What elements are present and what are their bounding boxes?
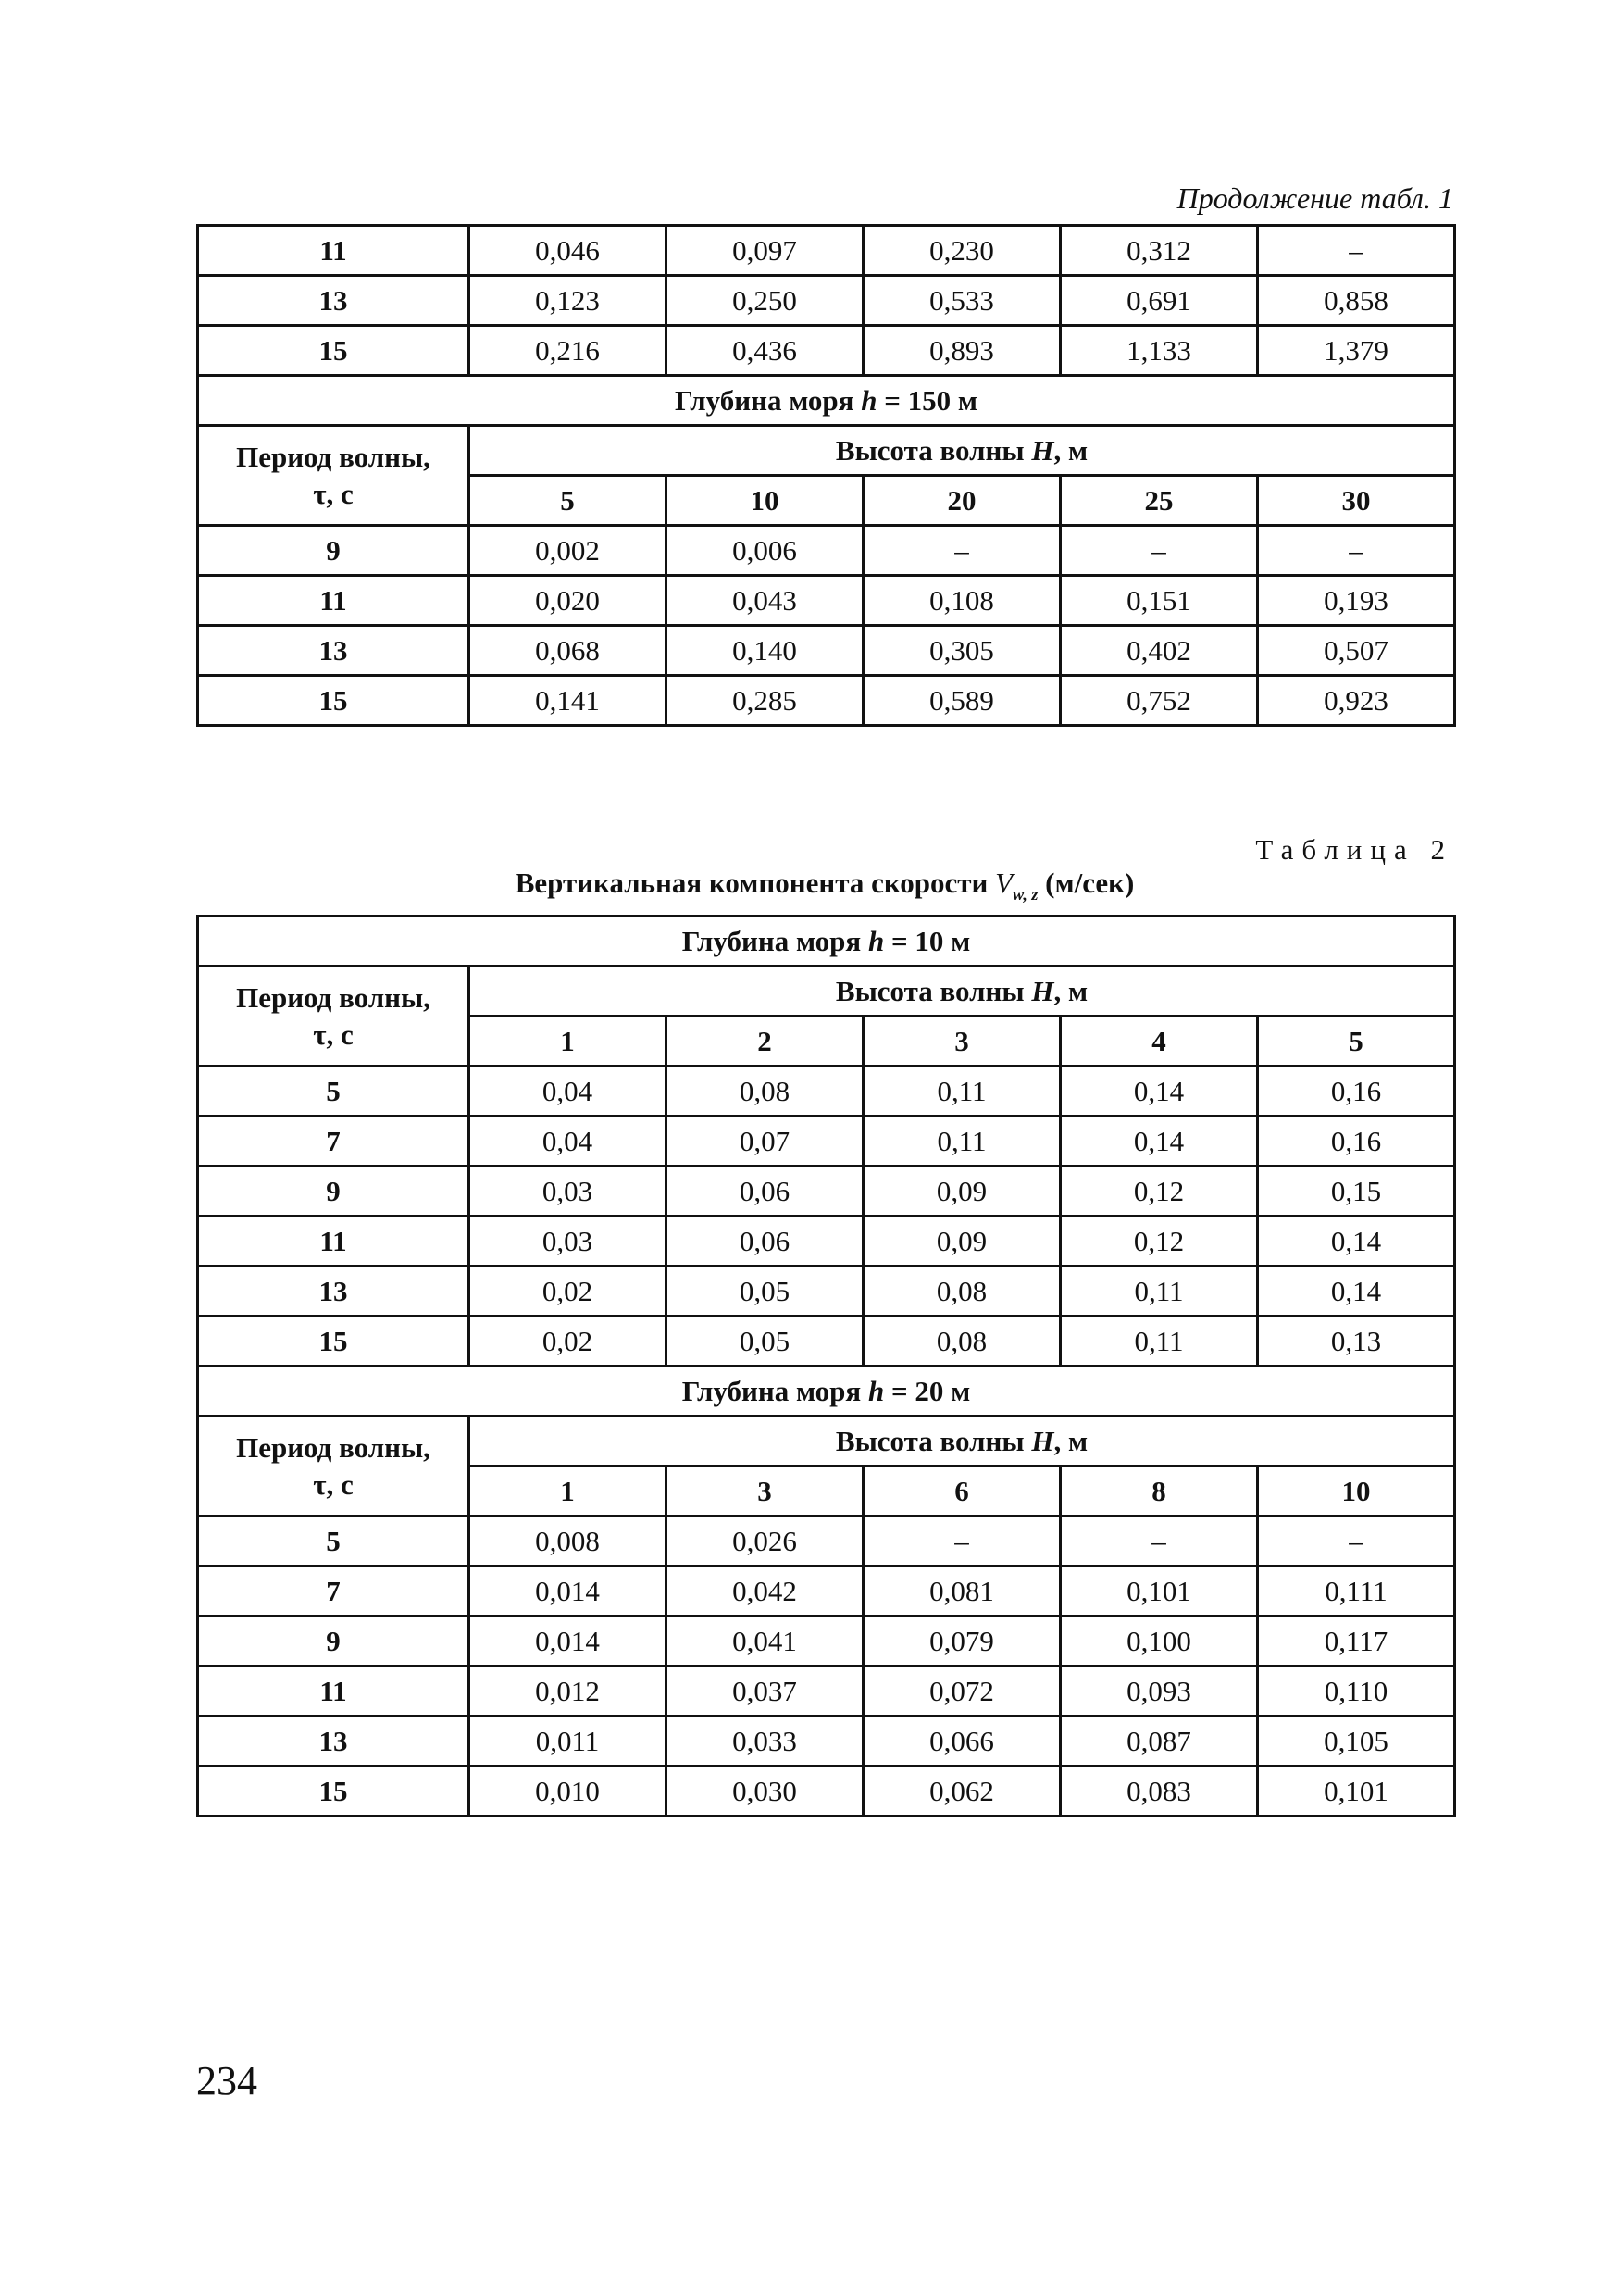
value-cell: 1,379 [1258, 326, 1455, 376]
table-1-body [198, 226, 1455, 726]
period-cell: 13 [198, 1267, 469, 1316]
value-cell: 0,691 [1061, 276, 1258, 326]
period-cell: 5 [198, 1516, 469, 1566]
value-cell: 0,285 [666, 676, 864, 726]
table-row [198, 1616, 1455, 1666]
value-cell: 0,06 [666, 1217, 864, 1267]
wave-height-suffix: , м [1053, 974, 1089, 1007]
value-cell: 0,07 [666, 1117, 864, 1167]
value-cell: 0,072 [864, 1666, 1061, 1716]
wave-height-cell: 10 [666, 476, 864, 526]
wave-height-header [469, 967, 1455, 1017]
value-cell: 0,079 [864, 1616, 1061, 1666]
value-cell: 0,11 [1061, 1267, 1258, 1316]
period-cell: 11 [198, 1666, 469, 1716]
value-cell: 0,893 [864, 326, 1061, 376]
value-cell: 0,068 [469, 626, 666, 676]
wave-height-header [469, 1416, 1455, 1466]
value-cell: 0,923 [1258, 676, 1455, 726]
value-cell: – [864, 526, 1061, 576]
value-cell: 0,16 [1258, 1117, 1455, 1167]
value-cell: 0,008 [469, 1516, 666, 1566]
period-header-line-1: Период волны, [236, 440, 430, 473]
period-cell: 11 [198, 226, 469, 276]
value-cell: 0,589 [864, 676, 1061, 726]
value-cell: – [1061, 1516, 1258, 1566]
value-cell: 0,006 [666, 526, 864, 576]
value-cell: 0,046 [469, 226, 666, 276]
wave-height-cell: 3 [666, 1466, 864, 1516]
period-cell: 15 [198, 1316, 469, 1366]
table-row [198, 1117, 1455, 1167]
value-cell: – [1258, 526, 1455, 576]
value-cell: 0,858 [1258, 276, 1455, 326]
period-cell: 13 [198, 626, 469, 676]
period-header [198, 426, 469, 526]
value-cell: 0,14 [1258, 1217, 1455, 1267]
value-cell: 0,043 [666, 576, 864, 626]
value-cell: 0,083 [1061, 1766, 1258, 1816]
wave-height-variable: H [1031, 1424, 1054, 1457]
wave-height-cell: 30 [1258, 476, 1455, 526]
column-header-row [198, 1416, 1455, 1466]
value-cell: 0,15 [1258, 1167, 1455, 1217]
value-cell: 0,117 [1258, 1616, 1455, 1666]
value-cell: 0,05 [666, 1267, 864, 1316]
value-cell: 0,312 [1061, 226, 1258, 276]
value-cell: 0,250 [666, 276, 864, 326]
period-header-line-1: Период волны, [236, 980, 430, 1014]
column-header-row [198, 426, 1455, 476]
value-cell: 0,08 [864, 1316, 1061, 1366]
value-cell: 0,062 [864, 1766, 1061, 1816]
wave-height-variable: H [1031, 433, 1054, 467]
period-header-line-2: τ, с [313, 1467, 354, 1501]
value-cell: 0,16 [1258, 1067, 1455, 1117]
depth-variable: h [867, 924, 885, 957]
value-cell: 0,09 [864, 1167, 1061, 1217]
table-row [198, 1516, 1455, 1566]
value-cell: 0,11 [1061, 1316, 1258, 1366]
period-cell: 9 [198, 1616, 469, 1666]
value-cell: 0,11 [864, 1067, 1061, 1117]
table-row [198, 1267, 1455, 1316]
table-row [198, 1716, 1455, 1766]
value-cell: 0,402 [1061, 626, 1258, 676]
value-cell: 0,014 [469, 1616, 666, 1666]
value-cell: 0,093 [1061, 1666, 1258, 1716]
value-cell: 0,081 [864, 1566, 1061, 1616]
table-2-title-suffix: (м/сек) [1038, 867, 1135, 899]
value-cell: 0,14 [1061, 1067, 1258, 1117]
table-row [198, 1766, 1455, 1816]
value-cell: 0,002 [469, 526, 666, 576]
depth-prefix: Глубина моря [681, 924, 868, 957]
value-cell: – [1258, 1516, 1455, 1566]
wave-height-cell: 20 [864, 476, 1061, 526]
value-cell: 0,06 [666, 1167, 864, 1217]
value-cell: 0,020 [469, 576, 666, 626]
period-header [198, 967, 469, 1067]
depth-header-row [198, 1366, 1455, 1416]
table-row [198, 1666, 1455, 1716]
table-row [198, 1566, 1455, 1616]
wave-height-cell: 1 [469, 1017, 666, 1067]
depth-prefix: Глубина моря [675, 383, 862, 417]
value-cell: 0,09 [864, 1217, 1061, 1267]
table-2-body [198, 917, 1455, 1816]
wave-height-suffix: , м [1053, 433, 1089, 467]
value-cell: 0,105 [1258, 1716, 1455, 1766]
value-cell: 0,101 [1061, 1566, 1258, 1616]
wave-height-suffix: , м [1053, 1424, 1089, 1457]
wave-height-variable: H [1031, 974, 1054, 1007]
table-row [198, 1167, 1455, 1217]
value-cell: 0,101 [1258, 1766, 1455, 1816]
value-cell: 0,14 [1258, 1267, 1455, 1316]
period-cell: 7 [198, 1566, 469, 1616]
value-cell: 0,097 [666, 226, 864, 276]
value-cell: 0,108 [864, 576, 1061, 626]
depth-header [198, 376, 1455, 426]
value-cell: 0,04 [469, 1067, 666, 1117]
value-cell: 0,02 [469, 1267, 666, 1316]
value-cell: 0,151 [1061, 576, 1258, 626]
value-cell: 0,100 [1061, 1616, 1258, 1666]
value-cell: 0,11 [864, 1117, 1061, 1167]
wave-height-cell: 4 [1061, 1017, 1258, 1067]
wave-height-cell: 3 [864, 1017, 1061, 1067]
value-cell: 0,752 [1061, 676, 1258, 726]
depth-value: = 10 м [884, 924, 971, 957]
continuation-label: Продолжение табл. 1 [1176, 181, 1453, 215]
wave-height-prefix: Высота волны [835, 433, 1032, 467]
table-2-title-subscript: w, z [1013, 885, 1039, 904]
column-header-row [198, 967, 1455, 1017]
period-header-line-2: τ, с [313, 477, 354, 510]
value-cell: 0,030 [666, 1766, 864, 1816]
value-cell: 0,13 [1258, 1316, 1455, 1366]
depth-header [198, 917, 1455, 967]
value-cell: 0,03 [469, 1167, 666, 1217]
period-cell: 15 [198, 1766, 469, 1816]
period-cell: 7 [198, 1117, 469, 1167]
table-2 [196, 915, 1456, 1817]
table-2-title-variable: V [995, 867, 1014, 899]
value-cell: 0,305 [864, 626, 1061, 676]
value-cell: 0,042 [666, 1566, 864, 1616]
value-cell: 0,066 [864, 1716, 1061, 1766]
wave-height-cell: 2 [666, 1017, 864, 1067]
value-cell: 0,08 [864, 1267, 1061, 1316]
table-row [198, 676, 1455, 726]
value-cell: 0,110 [1258, 1666, 1455, 1716]
value-cell: 0,216 [469, 326, 666, 376]
depth-value: = 150 м [877, 383, 977, 417]
depth-prefix: Глубина моря [681, 1374, 868, 1407]
value-cell: 0,141 [469, 676, 666, 726]
period-header-line-1: Период волны, [236, 1430, 430, 1464]
period-header-line-2: τ, с [313, 1017, 354, 1051]
value-cell: 0,02 [469, 1316, 666, 1366]
value-cell: 0,014 [469, 1566, 666, 1616]
table-row [198, 326, 1455, 376]
depth-value: = 20 м [884, 1374, 971, 1407]
value-cell: 0,037 [666, 1666, 864, 1716]
period-cell: 11 [198, 576, 469, 626]
value-cell: 1,133 [1061, 326, 1258, 376]
table-row [198, 626, 1455, 676]
wave-height-cell: 10 [1258, 1466, 1455, 1516]
wave-height-cell: 5 [469, 476, 666, 526]
depth-header [198, 1366, 1455, 1416]
value-cell: 0,012 [469, 1666, 666, 1716]
value-cell: 0,087 [1061, 1716, 1258, 1766]
period-cell: 15 [198, 676, 469, 726]
depth-variable: h [867, 1374, 885, 1407]
wave-height-cell: 25 [1061, 476, 1258, 526]
value-cell: 0,533 [864, 276, 1061, 326]
table-row [198, 576, 1455, 626]
value-cell: 0,04 [469, 1117, 666, 1167]
value-cell: 0,123 [469, 276, 666, 326]
table-2-title-prefix: Вертикальная компонента скорости [515, 867, 996, 899]
page-number: 234 [196, 2058, 257, 2103]
value-cell: 0,111 [1258, 1566, 1455, 1616]
table-row [198, 1316, 1455, 1366]
value-cell: 0,08 [666, 1067, 864, 1117]
wave-height-cell: 8 [1061, 1466, 1258, 1516]
value-cell: 0,436 [666, 326, 864, 376]
value-cell: 0,010 [469, 1766, 666, 1816]
depth-header-row [198, 376, 1455, 426]
table-row [198, 1067, 1455, 1117]
value-cell: 0,03 [469, 1217, 666, 1267]
wave-height-cell: 5 [1258, 1017, 1455, 1067]
value-cell: 0,14 [1061, 1117, 1258, 1167]
value-cell: 0,026 [666, 1516, 864, 1566]
table-1-continuation [196, 224, 1456, 727]
period-cell: 5 [198, 1067, 469, 1117]
value-cell: 0,140 [666, 626, 864, 676]
period-header [198, 1416, 469, 1516]
depth-header-row [198, 917, 1455, 967]
period-cell: 9 [198, 1167, 469, 1217]
period-cell: 13 [198, 276, 469, 326]
table-2-title [196, 867, 1453, 905]
table-row [198, 526, 1455, 576]
wave-height-header [469, 426, 1455, 476]
table-row [198, 1217, 1455, 1267]
period-cell: 13 [198, 1716, 469, 1766]
value-cell: 0,033 [666, 1716, 864, 1766]
value-cell: 0,12 [1061, 1167, 1258, 1217]
table-2-label: Таблица 2 [1255, 833, 1453, 866]
value-cell: – [1061, 526, 1258, 576]
value-cell: 0,507 [1258, 626, 1455, 676]
period-cell: 11 [198, 1217, 469, 1267]
value-cell: 0,041 [666, 1616, 864, 1666]
value-cell: – [864, 1516, 1061, 1566]
period-cell: 15 [198, 326, 469, 376]
wave-height-cell: 1 [469, 1466, 666, 1516]
table-row [198, 226, 1455, 276]
value-cell: 0,12 [1061, 1217, 1258, 1267]
value-cell: 0,011 [469, 1716, 666, 1766]
wave-height-prefix: Высота волны [835, 974, 1032, 1007]
wave-height-prefix: Высота волны [835, 1424, 1032, 1457]
wave-height-cell: 6 [864, 1466, 1061, 1516]
value-cell: 0,230 [864, 226, 1061, 276]
value-cell: 0,05 [666, 1316, 864, 1366]
table-row [198, 276, 1455, 326]
value-cell: – [1258, 226, 1455, 276]
period-cell: 9 [198, 526, 469, 576]
depth-variable: h [861, 383, 877, 417]
value-cell: 0,193 [1258, 576, 1455, 626]
